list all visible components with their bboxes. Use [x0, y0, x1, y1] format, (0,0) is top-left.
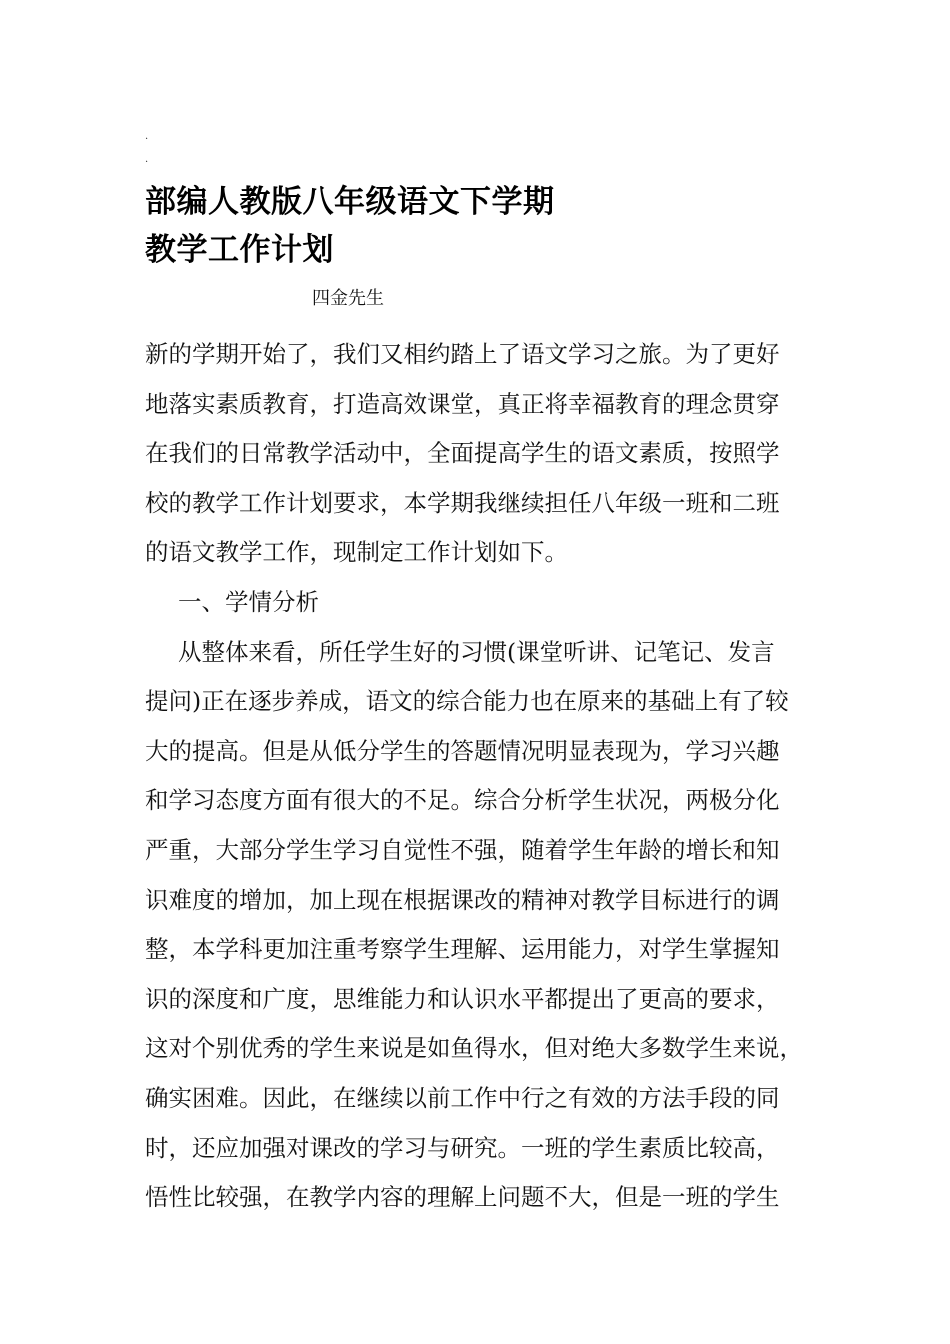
- intro-line: 新的学期开始了，我们又相约踏上了语文学习之旅。为了更好: [145, 340, 780, 368]
- analysis-line: 悟性比较强，在教学内容的理解上问题不大，但是一班的学生: [145, 1183, 780, 1212]
- analysis-line: 和学习态度方面有很大的不足。综合分析学生状况，两极分化: [145, 786, 780, 815]
- title-line: 教学工作计划: [145, 232, 334, 268]
- document-title: [145, 178, 555, 274]
- intro-line: 的语文教学工作，现制定工作计划如下。: [145, 538, 568, 567]
- section-heading: 一、学情分析: [178, 587, 319, 616]
- author-name: 四金先生: [312, 288, 384, 309]
- analysis-line: 识的深度和广度，思维能力和认识水平都提出了更高的要求，: [145, 984, 780, 1013]
- analysis-line: 严重，大部分学生学习自觉性不强，随着学生年龄的增长和知: [145, 835, 780, 864]
- intro-line: 校的教学工作计划要求，本学期我继续担任八年级一班和二班: [145, 488, 780, 517]
- analysis-line: 这对个别优秀的学生来说是如鱼得水，但对绝大多数学生来说，: [145, 1034, 803, 1063]
- title-line: 部编人教版八年级语文下学期: [145, 184, 555, 220]
- document-body: [145, 330, 805, 1223]
- analysis-line: 时，还应加强对课改的学习与研究。一班的学生素质比较高，: [145, 1133, 780, 1162]
- intro-line: 在我们的日常教学活动中，全面提高学生的语文素质，按照学: [145, 439, 780, 468]
- analysis-line: 整，本学科更加注重考察学生理解、运用能力，对学生掌握知: [145, 935, 780, 964]
- analysis-line: 从整体来看，所任学生好的习惯(课堂听讲、记笔记、发言: [178, 637, 775, 666]
- header-mark: .: [145, 131, 149, 142]
- analysis-line: 确实困难。因此，在继续以前工作中行之有效的方法手段的同: [145, 1083, 780, 1112]
- analysis-line: 识难度的增加，加上现在根据课改的精神对教学目标进行的调: [145, 885, 780, 914]
- analysis-line: 大的提高。但是从低分学生的答题情况明显表现为，学习兴趣: [145, 736, 780, 765]
- intro-line: 地落实素质教育，打造高效课堂，真正将幸福教育的理念贯穿: [145, 389, 780, 418]
- header-mark: .: [145, 154, 149, 165]
- analysis-line: 提问)正在逐步养成，语文的综合能力也在原来的基础上有了较: [145, 687, 789, 716]
